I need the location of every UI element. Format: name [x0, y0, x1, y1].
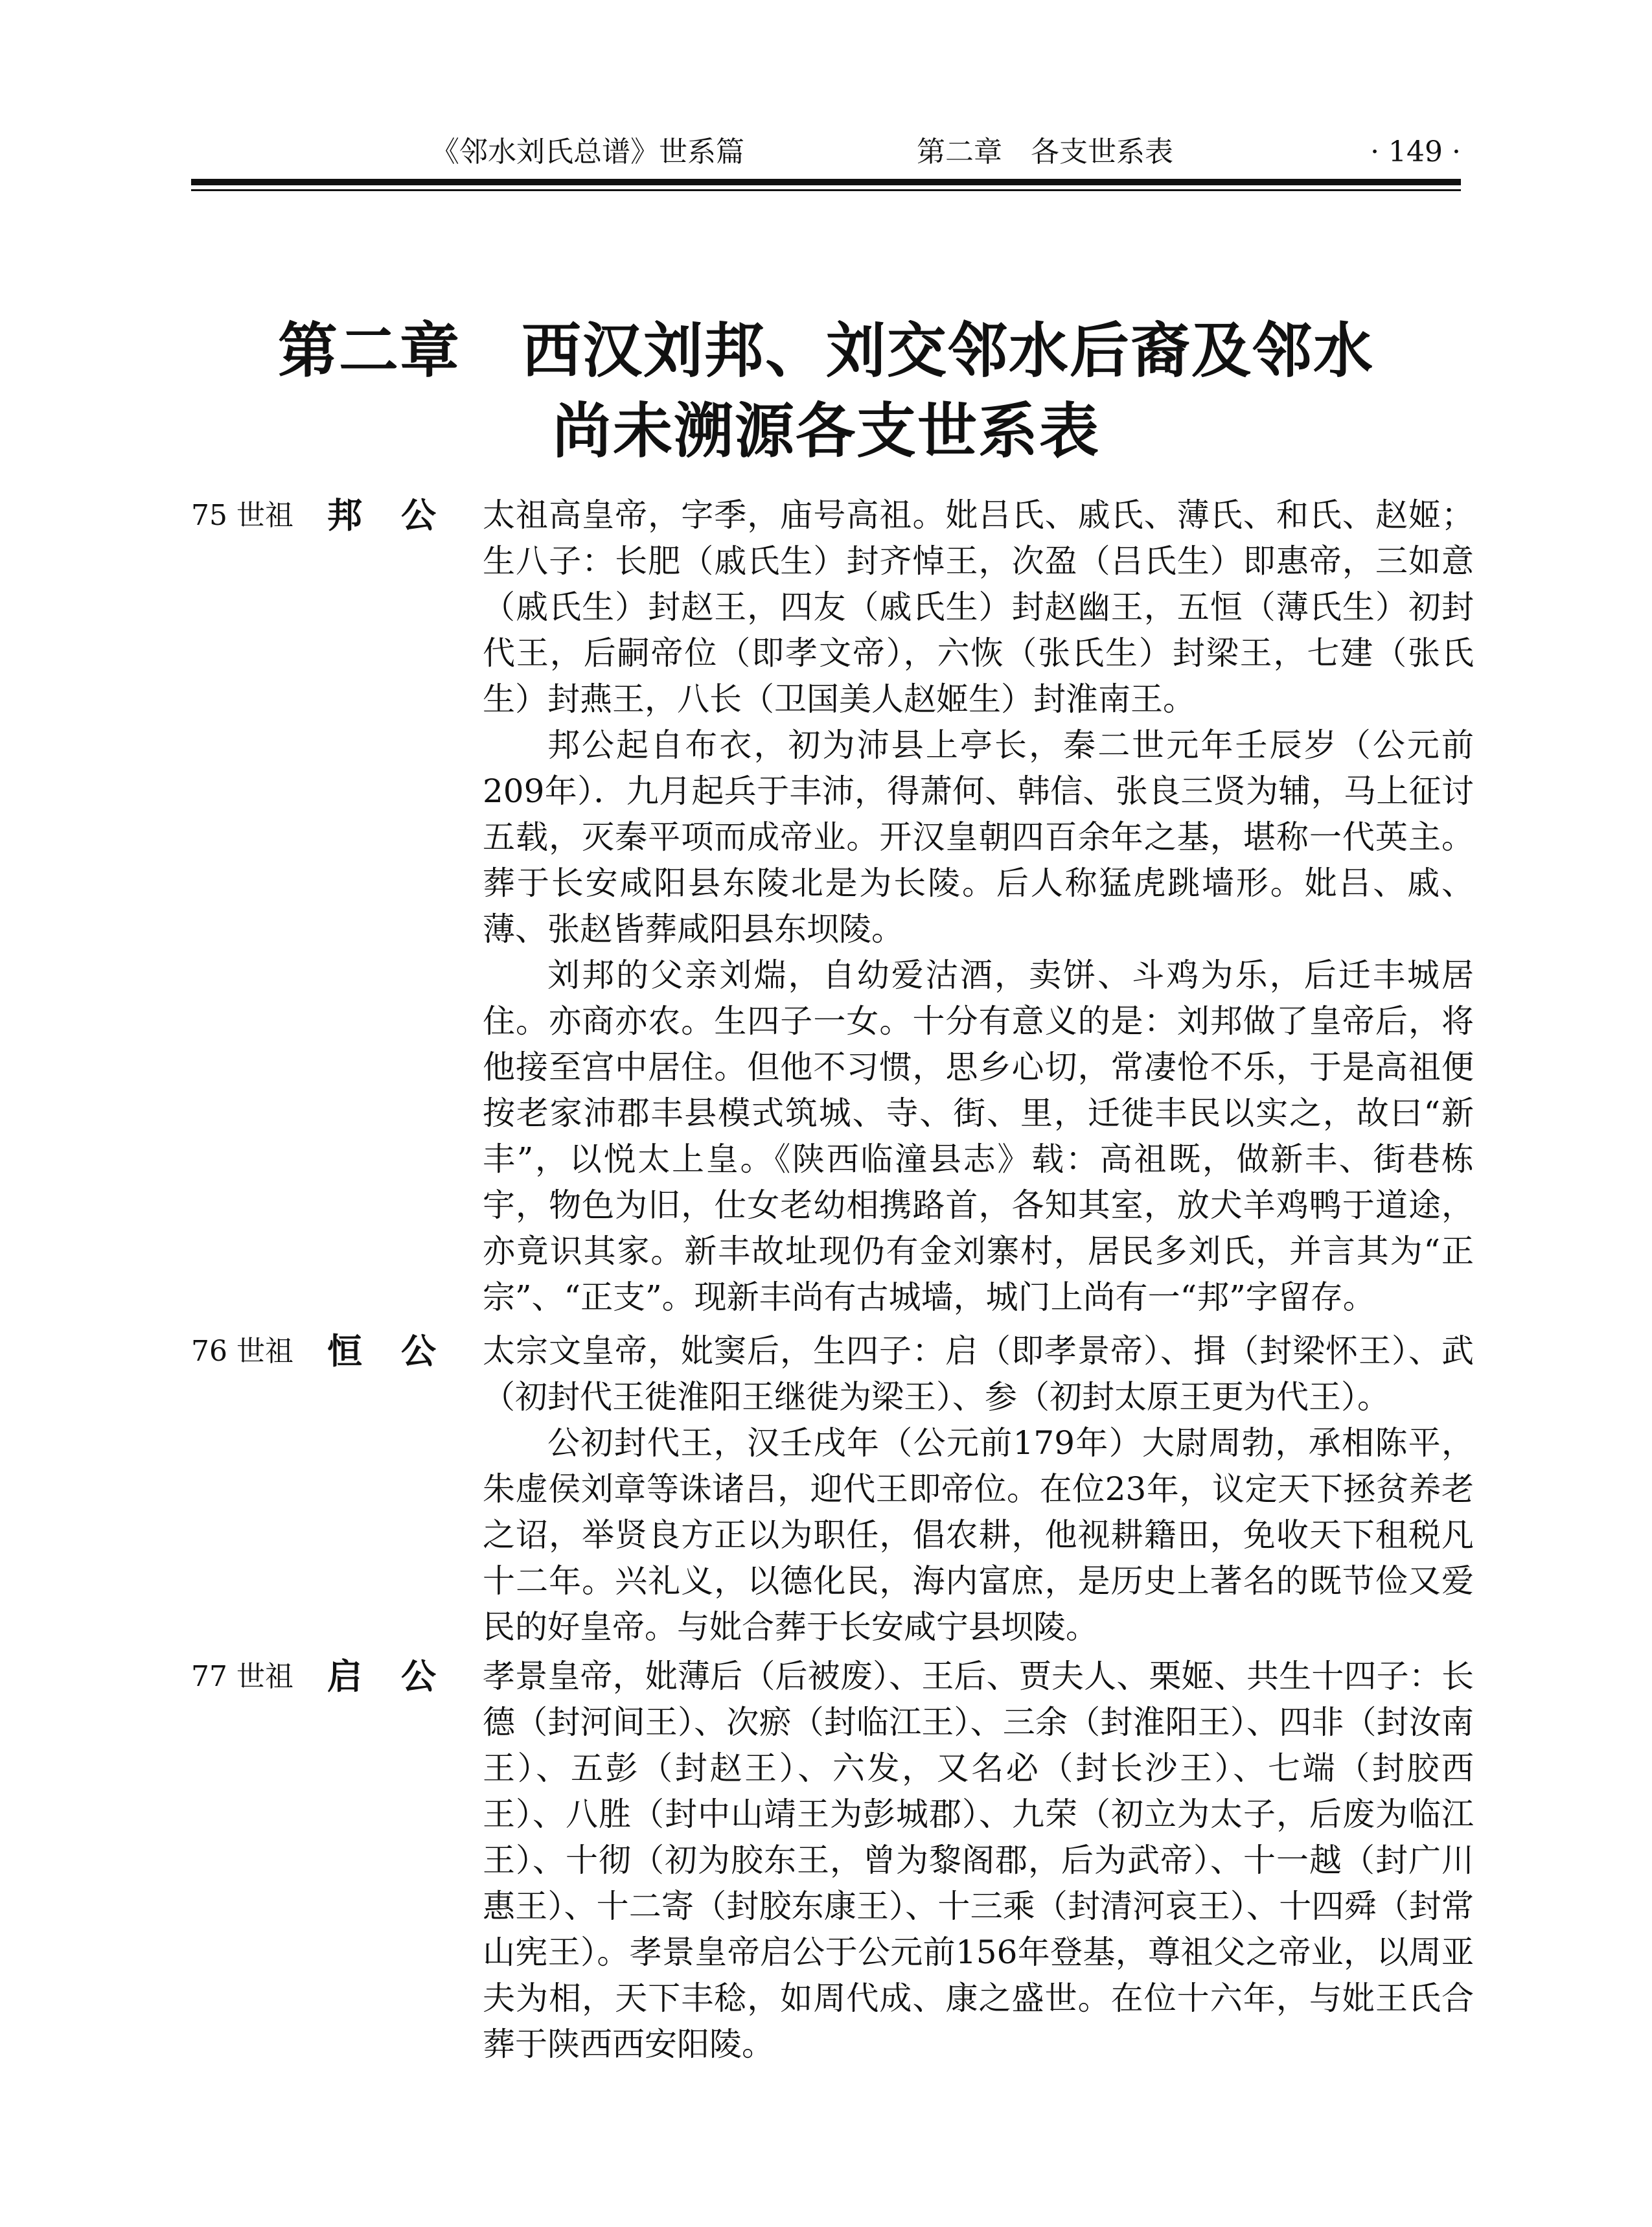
running-header — [191, 130, 1461, 175]
entry-body — [483, 1654, 1474, 2068]
entry-body — [483, 492, 1474, 1321]
chapter-label: 第二章 各支世系表 — [917, 135, 1173, 168]
entry-paragraph: 公初封代王，汉壬戌年（公元前179年）大尉周勃，承相陈平，朱虚侯刘章等诛诸吕，迎代王即帝位。在位23年，议定天下拯贫养老之诏，举贤良方正以为职任，倡农耕，他视耕籍田，免收天下租税凡十二年。兴礼义，以德化民，海内富庶，是历史上著名的既节俭又爱民的好皇帝。与妣合葬于长安咸宁县坝陵。 — [483, 1424, 1474, 1646]
generation-label: 77 世祖 — [191, 1660, 293, 1693]
generation-label: 76 世祖 — [191, 1335, 293, 1368]
entry-body — [483, 1328, 1474, 1650]
header-rule-thin — [191, 189, 1461, 191]
entry-paragraph: 刘邦的父亲刘煓，自幼爱沽酒，卖饼、斗鸡为乐，后迁丰城居住。亦商亦农。生四子一女。十分有意义的是：刘邦做了皇帝后，将他接至宫中居住。但他不习惯，思乡心切，常凄怆不乐，于是高祖便按老家沛郡丰县模式筑城、寺、街、里，迁徙丰民以实之，故曰“新丰”，以悦太上皇。《陕西临潼县志》载：高祖既，做新丰、街巷栋宇，物色为旧，仕女老幼相携路首，各知其室，放犬羊鸡鸭于道途，亦竟识其家。新丰故址现仍有金刘寨村，居民多刘氏，并言其为“正宗”、“正支”。现新丰尚有古城墙，城门上尚有一“邦”字留存。 — [483, 956, 1474, 1316]
entry-paragraph: 太祖高皇帝，字季，庙号高祖。妣吕氏、戚氏、薄氏、和氏、赵姬；生八子：长肥（戚氏生）封齐悼王，次盈（吕氏生）即惠帝，三如意（戚氏生）封赵王，四友（戚氏生）封赵幽王，五恒（薄氏生）初封代王，后嗣帝位（即孝文帝），六恢（张氏生）封梁王，七建（张氏生）封燕王，八长（卫国美人赵姬生）封淮南王。 — [483, 496, 1474, 718]
ancestor-name: 恒公 — [327, 1331, 475, 1372]
chapter-title — [191, 311, 1461, 472]
book-title: 《邻水刘氏总谱》世系篇 — [431, 135, 744, 168]
entry-paragraph: 孝景皇帝，妣薄后（后被废）、王后、贾夫人、栗姬、共生十四子：长德（封河间王）、次瘀（封临江王）、三余（封淮阳王）、四非（封汝南王）、五彭（封赵王）、六发，又名必（封长沙王）、七端（封胶西王）、八胜（封中山靖王为彭城郡）、九荣（初立为太子，后废为临江王）、十彻（初为胶东王，曾为黎阁郡，后为武帝）、十一越（封广川惠王）、十二寄（封胶东康王）、十三乘（封清河哀王）、十四舜（封常山宪王）。孝景皇帝启公于公元前156年登基，尊祖父之帝业，以周亚夫为相，天下丰稔，如周代成、康之盛世。在位十六年，与妣王氏合葬于陕西西安阳陵。 — [483, 1657, 1474, 2063]
entry-paragraph: 太宗文皇帝，妣窦后，生四子：启（即孝景帝）、揖（封梁怀王）、武（初封代王徙淮阳王继徙为梁王）、参（初封太原王更为代王）。 — [483, 1332, 1474, 1416]
ancestor-name: 启公 — [327, 1656, 475, 1697]
entry-paragraph: 邦公起自布衣，初为沛县上亭长，秦二世元年壬辰岁（公元前209年）．九月起兵于丰沛，得萧何、韩信、张良三贤为辅，马上征讨五载，灭秦平项而成帝业。开汉皇朝四百余年之基，堪称一代英主。葬于长安咸阳县东陵北是为长陵。后人称猛虎跳墙形。妣吕、戚、薄、张赵皆葬咸阳县东坝陵。 — [483, 726, 1474, 948]
ancestor-name: 邦公 — [327, 495, 475, 536]
chapter-title-line1: 第二章 西汉刘邦、刘交邻水后裔及邻水 — [277, 316, 1374, 386]
page-number: · 149 · — [1370, 135, 1461, 168]
header-rule-thick — [191, 179, 1461, 185]
generation-label: 75 世祖 — [191, 499, 293, 532]
chapter-title-line2: 尚未溯源各支世系表 — [551, 397, 1100, 466]
